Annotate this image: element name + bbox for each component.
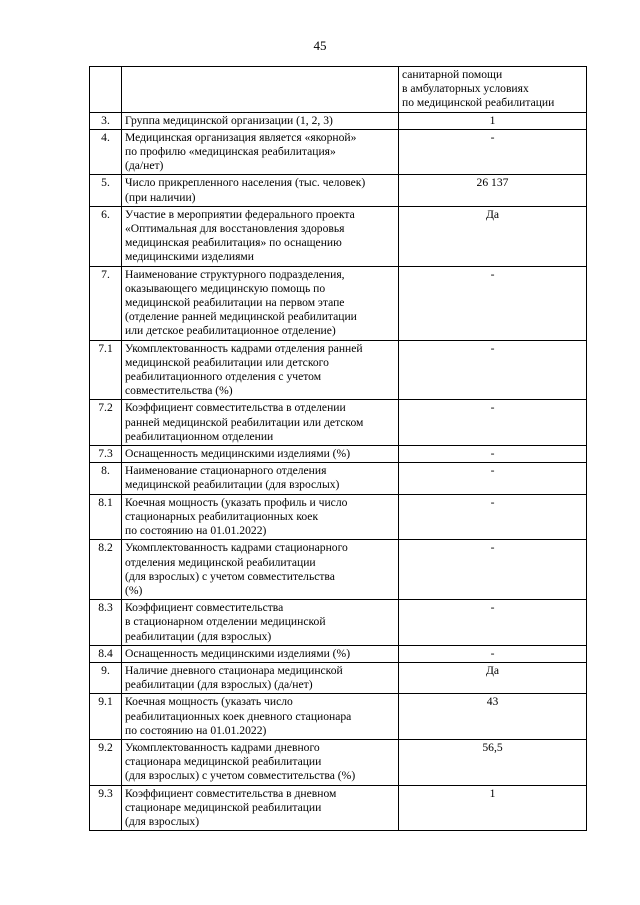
- row-name-cell: [122, 129, 399, 175]
- name-line: Укомплектованность кадрами дневного: [125, 740, 320, 754]
- name-line: Наименование стационарного отделения: [125, 464, 327, 478]
- name-line: Медицинская организация является «якорной»: [125, 130, 357, 144]
- name-line: по профилю «медицинская реабилитация»: [125, 145, 336, 159]
- row-name-cell: [122, 400, 399, 446]
- table-row: [90, 540, 587, 600]
- row-value-cell: -: [399, 400, 587, 446]
- row-value-cell: [399, 67, 587, 113]
- row-value-cell: -: [399, 446, 587, 463]
- name-line: ранней медицинской реабилитации или детском: [125, 415, 364, 429]
- row-number-cell: 6.: [90, 206, 122, 266]
- row-value-cell: -: [399, 129, 587, 175]
- row-number-cell: 9.: [90, 662, 122, 693]
- value-line: санитарной помощи: [402, 68, 503, 81]
- row-value-cell: -: [399, 540, 587, 600]
- name-line: по состоянию на 01.01.2022): [125, 723, 267, 737]
- name-line: Коэффициент совместительства в отделении: [125, 401, 346, 415]
- row-value-cell: Да: [399, 206, 587, 266]
- row-value-cell: -: [399, 645, 587, 662]
- row-name-cell: [122, 112, 399, 129]
- row-number-cell: 9.2: [90, 739, 122, 785]
- name-line: (для взрослых) с учетом совместительства: [125, 569, 335, 583]
- name-line: медицинской реабилитации или детского: [125, 355, 329, 369]
- row-value-cell: -: [399, 340, 587, 400]
- row-name-cell: [122, 446, 399, 463]
- table-row: [90, 112, 587, 129]
- table-row: [90, 129, 587, 175]
- row-number-cell: 9.1: [90, 694, 122, 740]
- table-row: [90, 494, 587, 540]
- table-row: [90, 785, 587, 831]
- row-number-cell: [90, 67, 122, 113]
- name-line: Коечная мощность (указать число: [125, 695, 293, 709]
- value-line: в амбулаторных условиях: [402, 82, 529, 96]
- name-line: Группа медицинской организации (1, 2, 3): [125, 113, 333, 127]
- row-name-cell: [122, 67, 399, 113]
- name-line: Оснащенность медицинскими изделиями (%): [125, 447, 351, 461]
- name-line: по состоянию на 01.01.2022): [125, 524, 267, 538]
- table-row: [90, 662, 587, 693]
- table-row: [90, 206, 587, 266]
- row-name-cell: [122, 494, 399, 540]
- name-line: реабилитационных коек дневного стационара: [125, 709, 352, 723]
- table-row-header-continuation: [90, 67, 587, 113]
- row-value-cell: -: [399, 600, 587, 646]
- name-line: Укомплектованность кадрами отделения ранней: [125, 341, 363, 355]
- row-number-cell: 8.3: [90, 600, 122, 646]
- row-number-cell: 8.4: [90, 645, 122, 662]
- row-number-cell: 5.: [90, 175, 122, 206]
- page-number: 45: [313, 38, 327, 53]
- row-number-cell: 8.1: [90, 494, 122, 540]
- name-line: (для взрослых): [125, 814, 200, 828]
- name-line: реабилитации (для взрослых) (да/нет): [125, 678, 313, 692]
- row-name-cell: [122, 266, 399, 340]
- table-row: [90, 739, 587, 785]
- name-line: в стационарном отделении медицинской: [125, 615, 326, 629]
- name-line: Оснащенность медицинскими изделиями (%): [125, 646, 351, 660]
- row-number-cell: 7.3: [90, 446, 122, 463]
- name-line: отделения медицинской реабилитации: [125, 555, 316, 569]
- name-line: реабилитации (для взрослых): [125, 629, 272, 643]
- row-value-cell: 43: [399, 694, 587, 740]
- table-row: [90, 175, 587, 206]
- row-value-cell: -: [399, 266, 587, 340]
- value-line: по медицинской реабилитации: [402, 96, 555, 110]
- row-value-cell: 1: [399, 112, 587, 129]
- name-line: или детское реабилитационное отделение): [125, 324, 336, 338]
- name-line: «Оптимальная для восстановления здоровья: [125, 222, 345, 236]
- table-row: [90, 694, 587, 740]
- name-line: (для взрослых) с учетом совместительства (%): [125, 769, 356, 783]
- row-number-cell: 7.: [90, 266, 122, 340]
- document-table: [89, 66, 587, 831]
- row-value-cell: 26 137: [399, 175, 587, 206]
- row-value-cell: 1: [399, 785, 587, 831]
- table-row: [90, 645, 587, 662]
- name-line: (отделение ранней медицинской реабилитации: [125, 310, 357, 324]
- name-line: Наличие дневного стационара медицинской: [125, 663, 343, 677]
- row-number-cell: 8.2: [90, 540, 122, 600]
- name-line: Число прикрепленного населения (тыс. человек): [125, 176, 366, 190]
- row-value-cell: 56,5: [399, 739, 587, 785]
- row-name-cell: [122, 694, 399, 740]
- name-line: медицинскими изделиями: [125, 250, 254, 264]
- name-line: реабилитационного отделения с учетом: [125, 370, 322, 384]
- name-line: Участие в мероприятии федерального проекта: [125, 207, 355, 221]
- row-name-cell: [122, 540, 399, 600]
- name-line: Коэффициент совместительства: [125, 601, 284, 615]
- name-line: стационарных реабилитационных коек: [125, 509, 319, 523]
- row-value-cell: -: [399, 494, 587, 540]
- table-row: [90, 446, 587, 463]
- name-line: Наименование структурного подразделения,: [125, 267, 345, 281]
- row-number-cell: 7.1: [90, 340, 122, 400]
- row-number-cell: 4.: [90, 129, 122, 175]
- row-name-cell: [122, 340, 399, 400]
- name-line: Коечная мощность (указать профиль и число: [125, 495, 348, 509]
- row-number-cell: 7.2: [90, 400, 122, 446]
- name-line: совместительства (%): [125, 384, 233, 398]
- row-name-cell: [122, 739, 399, 785]
- name-line: Коэффициент совместительства в дневном: [125, 786, 337, 800]
- table-body: [90, 67, 587, 831]
- name-line: медицинская реабилитация» по оснащению: [125, 236, 342, 250]
- name-line: Укомплектованность кадрами стационарного: [125, 541, 348, 555]
- row-name-cell: [122, 645, 399, 662]
- row-name-cell: [122, 785, 399, 831]
- row-name-cell: [122, 662, 399, 693]
- name-line: оказывающего медицинскую помощь по: [125, 281, 326, 295]
- table-row: [90, 266, 587, 340]
- row-name-cell: [122, 206, 399, 266]
- table-row: [90, 600, 587, 646]
- name-line: медицинской реабилитации на первом этапе: [125, 296, 345, 310]
- name-line: (%): [125, 583, 143, 597]
- name-line: (да/нет): [125, 159, 164, 173]
- name-line: медицинской реабилитации (для взрослых): [125, 478, 340, 492]
- name-line: (при наличии): [125, 190, 196, 204]
- row-name-cell: [122, 463, 399, 494]
- table-row: [90, 463, 587, 494]
- row-name-cell: [122, 600, 399, 646]
- name-line: стационаре медицинской реабилитации: [125, 800, 322, 814]
- name-line: реабилитационном отделении: [125, 429, 274, 443]
- row-value-cell: Да: [399, 662, 587, 693]
- row-number-cell: 9.3: [90, 785, 122, 831]
- row-number-cell: 3.: [90, 112, 122, 129]
- table-row: [90, 340, 587, 400]
- row-name-cell: [122, 175, 399, 206]
- row-number-cell: 8.: [90, 463, 122, 494]
- table-row: [90, 400, 587, 446]
- name-line: стационара медицинской реабилитации: [125, 755, 322, 769]
- row-value-cell: -: [399, 463, 587, 494]
